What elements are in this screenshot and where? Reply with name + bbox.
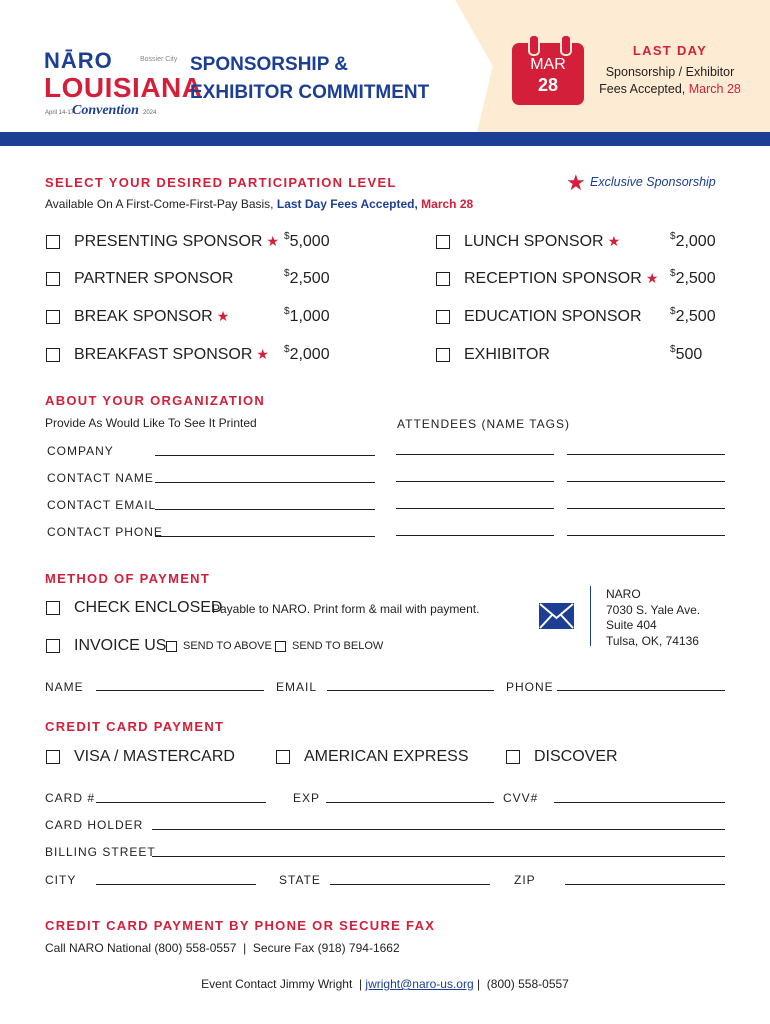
check-note: Payable to NARO. Print form & mail with payment. bbox=[212, 602, 480, 616]
card-holder-input-line[interactable] bbox=[152, 829, 725, 830]
contact-name-input-line[interactable] bbox=[155, 482, 375, 483]
billing-street-label: BILLING STREET bbox=[45, 845, 156, 859]
reception-sponsor-checkbox[interactable] bbox=[436, 272, 450, 286]
phone-input-line[interactable] bbox=[557, 690, 725, 691]
presenting-sponsor-checkbox[interactable] bbox=[46, 235, 60, 249]
company-input-line[interactable] bbox=[155, 455, 375, 456]
card-number-input-line[interactable] bbox=[96, 802, 266, 803]
breakfast-sponsor-label: BREAKFAST SPONSOR ★ bbox=[74, 346, 269, 363]
state-input-line[interactable] bbox=[330, 884, 490, 885]
star-icon: ★ bbox=[256, 346, 269, 362]
address-line: 7030 S. Yale Ave. bbox=[606, 602, 701, 617]
partner-sponsor-price: $2,500 bbox=[284, 268, 330, 287]
card-number-label: CARD # bbox=[45, 791, 96, 805]
invoice-us-label: INVOICE US bbox=[74, 637, 167, 654]
form-title-line2: EXHIBITOR COMMITMENT bbox=[190, 82, 430, 103]
attendee-name-line[interactable] bbox=[396, 454, 554, 455]
card-holder-label: CARD HOLDER bbox=[45, 818, 144, 832]
discover-checkbox[interactable] bbox=[506, 750, 520, 764]
american-express-label: AMERICAN EXPRESS bbox=[304, 748, 469, 765]
cvv-input-line[interactable] bbox=[554, 802, 725, 803]
logo-dates-right: 2024 bbox=[143, 110, 157, 116]
invoice-us-checkbox[interactable] bbox=[46, 639, 60, 653]
contact-email-link[interactable]: jwright@naro-us.org bbox=[365, 977, 474, 991]
footer-contact: Event Contact Jimmy Wright | jwright@naro-us.org | (800) 558-0557 bbox=[201, 977, 569, 991]
lunch-sponsor-checkbox[interactable] bbox=[436, 235, 450, 249]
attendee-name-line[interactable] bbox=[396, 535, 554, 536]
logo-dates-left: April 14-17 bbox=[45, 110, 75, 116]
reception-sponsor-price: $2,500 bbox=[670, 268, 716, 287]
zip-label: ZIP bbox=[514, 873, 536, 887]
calendar-day: 28 bbox=[537, 75, 559, 95]
partner-sponsor-checkbox[interactable] bbox=[46, 272, 60, 286]
header-divider-bar bbox=[0, 132, 770, 146]
star-icon: ★ bbox=[266, 233, 280, 249]
mailing-address bbox=[606, 587, 700, 649]
email-label: EMAIL bbox=[276, 680, 318, 694]
city-label: CITY bbox=[45, 873, 77, 887]
send-to-above-checkbox[interactable] bbox=[166, 641, 177, 652]
contact-email-input-line[interactable] bbox=[155, 509, 375, 510]
payment-title: METHOD OF PAYMENT bbox=[45, 571, 211, 586]
break-sponsor-checkbox[interactable] bbox=[46, 310, 60, 324]
attendee-name-line[interactable] bbox=[567, 481, 725, 482]
visa-mastercard-checkbox[interactable] bbox=[46, 750, 60, 764]
check-enclosed-label: CHECK ENCLOSED bbox=[74, 599, 223, 616]
send-to-below-checkbox[interactable] bbox=[275, 641, 286, 652]
credit-card-title: CREDIT CARD PAYMENT bbox=[45, 719, 225, 734]
address-line: Suite 404 bbox=[606, 618, 657, 632]
last-day-line2: Fees Accepted, March 28 bbox=[599, 82, 741, 96]
star-icon: ★ bbox=[216, 308, 230, 324]
attendees-label: ATTENDEES (NAME TAGS) bbox=[397, 417, 571, 431]
company-label: COMPANY bbox=[47, 444, 114, 458]
break-sponsor-label: BREAK SPONSOR ★ bbox=[74, 308, 230, 325]
presenting-sponsor-label: PRESENTING SPONSOR ★ bbox=[74, 233, 280, 250]
exhibitor-checkbox[interactable] bbox=[436, 348, 450, 362]
star-icon: ★ bbox=[607, 233, 621, 249]
address-divider bbox=[590, 586, 591, 646]
organization-subtitle: Provide As Would Like To See It Printed bbox=[45, 416, 257, 430]
participation-title: SELECT YOUR DESIRED PARTICIPATION LEVEL bbox=[45, 175, 397, 190]
exp-input-line[interactable] bbox=[326, 802, 494, 803]
envelope-icon bbox=[539, 603, 574, 629]
logo-convention: Convention bbox=[72, 103, 139, 118]
logo-louisiana: LOUISIANA bbox=[44, 72, 203, 103]
attendee-name-line[interactable] bbox=[567, 454, 725, 455]
attendee-name-line[interactable] bbox=[396, 481, 554, 482]
star-icon: ★ bbox=[566, 170, 586, 195]
breakfast-sponsor-checkbox[interactable] bbox=[46, 348, 60, 362]
phone-label: PHONE bbox=[506, 680, 554, 694]
name-label: NAME bbox=[45, 680, 84, 694]
calendar-month: MAR bbox=[530, 56, 566, 73]
exp-label: EXP bbox=[293, 791, 321, 805]
partner-sponsor-label: PARTNER SPONSOR bbox=[74, 270, 234, 287]
attendee-name-line[interactable] bbox=[567, 508, 725, 509]
last-day-title: LAST DAY bbox=[632, 43, 708, 58]
billing-street-input-line[interactable] bbox=[152, 856, 725, 857]
breakfast-sponsor-price: $2,000 bbox=[284, 344, 330, 363]
send-to-below-label: SEND TO BELOW bbox=[292, 640, 384, 652]
state-label: STATE bbox=[279, 873, 321, 887]
education-sponsor-checkbox[interactable] bbox=[436, 310, 450, 324]
check-enclosed-checkbox[interactable] bbox=[46, 601, 60, 615]
contact-phone-input-line[interactable] bbox=[155, 536, 375, 537]
contact-name-label: CONTACT NAME bbox=[47, 471, 154, 485]
reception-sponsor-label: RECEPTION SPONSOR ★ bbox=[464, 270, 659, 287]
organization-title: ABOUT YOUR ORGANIZATION bbox=[45, 393, 266, 408]
logo-city: Bossier City bbox=[140, 56, 178, 63]
american-express-checkbox[interactable] bbox=[276, 750, 290, 764]
exhibitor-label: EXHIBITOR bbox=[464, 346, 550, 363]
email-input-line[interactable] bbox=[327, 690, 494, 691]
contact-email-label: CONTACT EMAIL bbox=[47, 498, 157, 512]
form-title-line1: SPONSORSHIP & bbox=[190, 54, 349, 75]
discover-label: DISCOVER bbox=[534, 748, 618, 765]
visa-mastercard-label: VISA / MASTERCARD bbox=[74, 748, 235, 765]
presenting-sponsor-price: $5,000 bbox=[284, 231, 330, 250]
phone-fax-title: CREDIT CARD PAYMENT BY PHONE OR SECURE FAX bbox=[45, 918, 436, 933]
send-to-above-label: SEND TO ABOVE bbox=[183, 640, 272, 652]
zip-input-line[interactable] bbox=[565, 884, 725, 885]
lunch-sponsor-price: $2,000 bbox=[670, 231, 716, 250]
last-day-line1: Sponsorship / Exhibitor bbox=[605, 65, 735, 79]
star-icon: ★ bbox=[645, 270, 659, 286]
break-sponsor-price: $1,000 bbox=[284, 306, 330, 325]
participation-subtitle: Available On A First-Come-First-Pay Basis, Last Day Fees Accepted, March 28 bbox=[45, 197, 474, 211]
attendee-name-line[interactable] bbox=[396, 508, 554, 509]
phone-fax-text: Call NARO National (800) 558-0557 | Secure Fax (918) 794-1662 bbox=[45, 941, 400, 955]
education-sponsor-label: EDUCATION SPONSOR bbox=[464, 308, 642, 325]
city-input-line[interactable] bbox=[96, 884, 256, 885]
name-input-line[interactable] bbox=[96, 690, 264, 691]
cvv-label: CVV# bbox=[503, 791, 539, 805]
exhibitor-price: $500 bbox=[670, 344, 703, 363]
education-sponsor-price: $2,500 bbox=[670, 306, 716, 325]
address-line: Tulsa, OK, 74136 bbox=[606, 633, 699, 648]
logo-naro: NĀRO bbox=[44, 48, 113, 73]
exclusive-sponsorship-label: Exclusive Sponsorship bbox=[590, 175, 716, 189]
attendee-name-line[interactable] bbox=[567, 535, 725, 536]
address-line: NARO bbox=[606, 587, 641, 601]
lunch-sponsor-label: LUNCH SPONSOR ★ bbox=[464, 233, 621, 250]
contact-phone-label: CONTACT PHONE bbox=[47, 525, 163, 539]
